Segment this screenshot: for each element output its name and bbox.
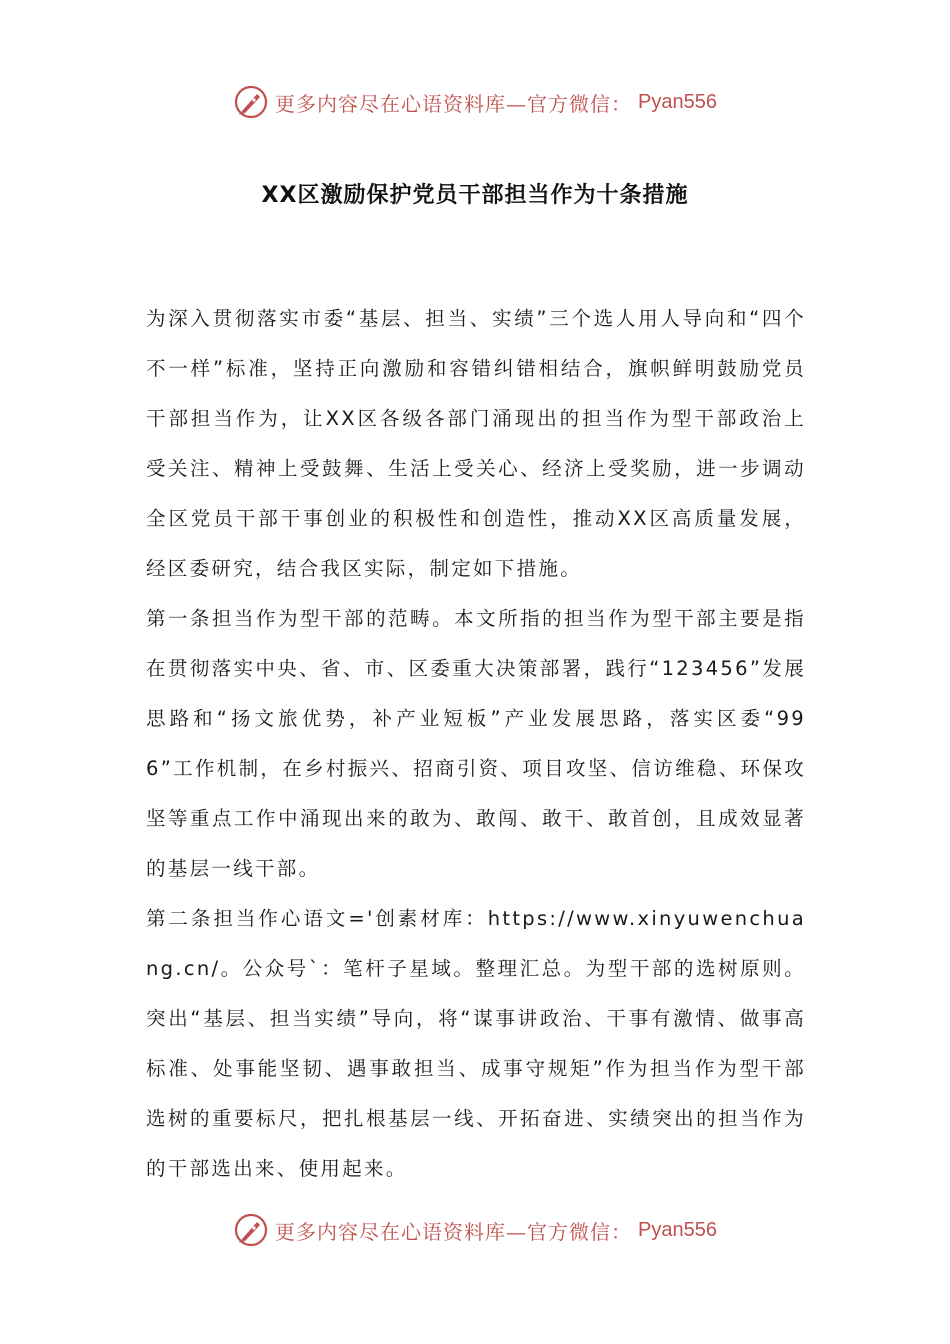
watermark-text: 更多内容尽在心语资料库—官方微信：: [275, 91, 633, 116]
paragraph-intro: 为深入贯彻落实市委“基层、担当、实绩”三个选人用人导向和“四个不一样”标准，坚持正向激励和容错纠错相结合，旗帜鲜明鼓励党员干部担当作为，让XX区各级各部门涌现出的担当作为型干部政治上受关注、精神上受鼓舞、生活上受关心、经济上受奖励，进一步调动全区党员干部干事创业的积极性和创造性，推动XX区高质量发展，经区委研究，结合我区实际，制定如下措施。: [146, 307, 806, 580]
watermark-wechat-id: Pyan556: [638, 1218, 717, 1241]
paragraph-article-1: 第一条担当作为型干部的范畴。本文所指的担当作为型干部主要是指在贯彻落实中央、省、市、区委重大决策部署，践行“123456”发展思路和“扬文旅优势，补产业短板”产业发展思路，落实区委“996”工作机制，在乡村振兴、招商引资、项目攻坚、信访维稳、环保攻坚等重点工作中涌现出来的敢为、敢闯、敢干、敢首创，且成效显著的基层一线干部。: [146, 607, 806, 880]
pen-nib-logo-icon: [233, 84, 269, 120]
document-body: [146, 294, 806, 1194]
paragraph-article-2: 第二条担当作心语文='创素材库：https://www.xinyuwenchuang.cn/。公众号`：笔杆子星域。整理汇总。为型干部的选树原则。突出“基层、担当实绩”导向，将“谋事讲政治、干事有激情、做事高标准、处事能坚韧、遇事敢担当、成事守规矩”作为担当作为型干部选树的重要标尺，把扎根基层一线、开拓奋进、实绩突出的担当作为的干部选出来、使用起来。: [146, 907, 806, 1180]
footer-watermark: [0, 1210, 950, 1250]
header-watermark: [0, 82, 950, 122]
pen-nib-logo-icon: [233, 1212, 269, 1248]
document-title: XX区激励保护党员干部担当作为十条措施: [261, 183, 689, 208]
watermark-text: 更多内容尽在心语资料库—官方微信：: [275, 1219, 633, 1244]
watermark-wechat-id: Pyan556: [638, 90, 717, 113]
